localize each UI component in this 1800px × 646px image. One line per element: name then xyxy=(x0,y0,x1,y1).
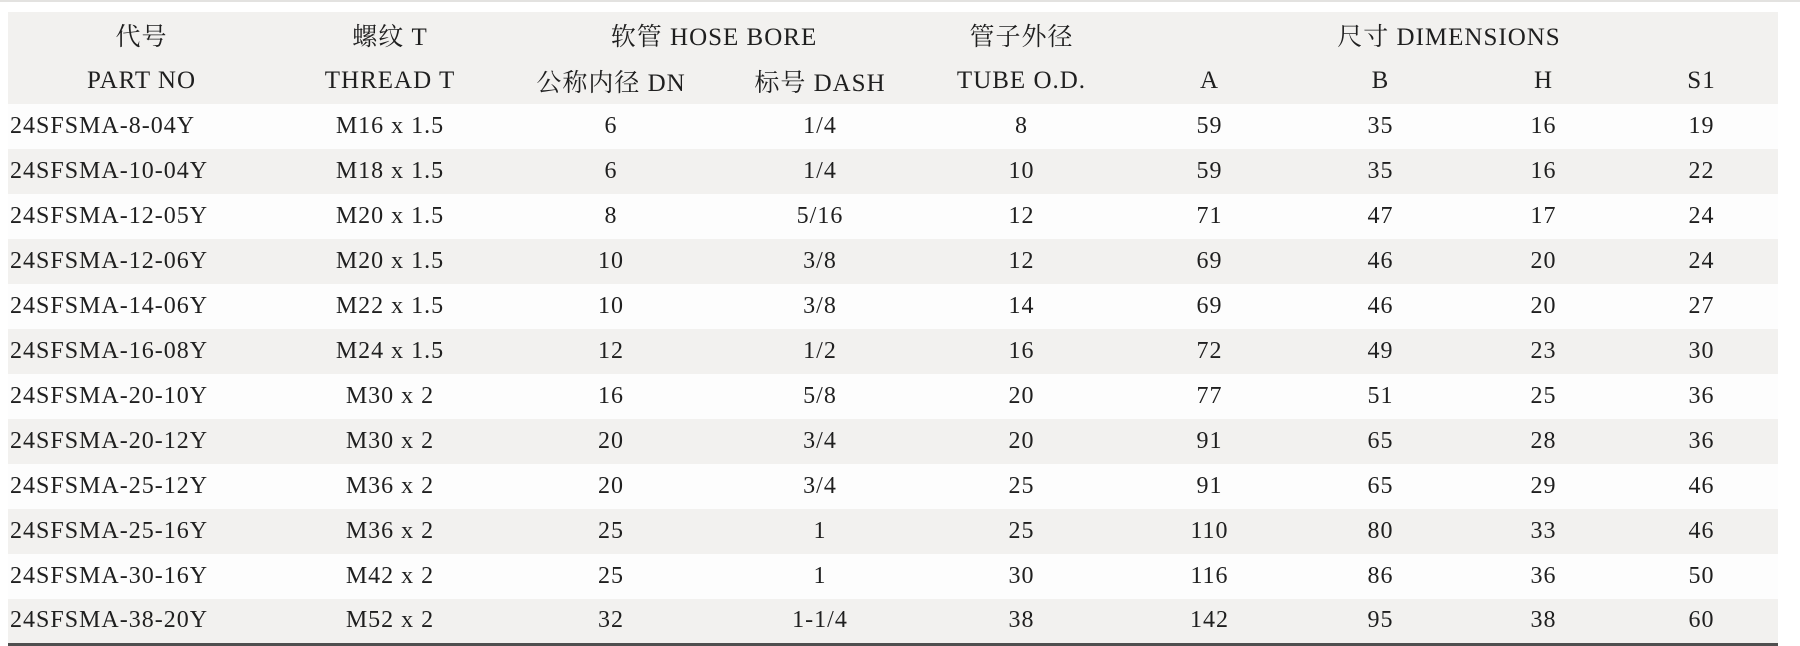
cell-dash: 3/4 xyxy=(803,428,837,454)
cell-thread: M16 x 1.5 xyxy=(335,113,445,139)
cell-thread: M20 x 1.5 xyxy=(335,248,445,274)
cell-s1: 24 xyxy=(1688,203,1715,229)
cell-h: 20 xyxy=(1530,293,1557,319)
header-column-row xyxy=(8,58,1778,104)
cell-thread: M42 x 2 xyxy=(345,563,435,589)
cell-dash: 1 xyxy=(813,518,827,544)
cell-tube-od: 30 xyxy=(1008,563,1035,589)
cell-a: 142 xyxy=(1190,607,1229,634)
table-row xyxy=(8,509,1778,554)
col-dn: 公称内径 DN xyxy=(505,58,717,104)
cell-dash: 3/8 xyxy=(803,293,837,319)
cell-part-no: 24SFSMA-14-06Y xyxy=(10,293,209,319)
table-row xyxy=(8,194,1778,239)
cell-b: 47 xyxy=(1367,203,1394,229)
cell-dn: 20 xyxy=(598,428,624,454)
cell-dash: 5/8 xyxy=(803,383,837,409)
cell-thread: M36 x 2 xyxy=(345,518,435,544)
cell-part-no: 24SFSMA-20-10Y xyxy=(10,383,209,409)
cell-b: 49 xyxy=(1367,338,1394,364)
cell-tube-od: 25 xyxy=(1008,518,1035,544)
cell-part-no: 24SFSMA-16-08Y xyxy=(10,338,209,364)
cell-a: 72 xyxy=(1196,338,1223,364)
cell-dash: 3/4 xyxy=(803,473,837,499)
header-hose-bore-group: 软管 HOSE BORE xyxy=(505,12,923,58)
table-row xyxy=(8,104,1778,149)
cell-s1: 36 xyxy=(1688,383,1715,409)
cell-dn: 8 xyxy=(604,203,618,229)
cell-b: 35 xyxy=(1367,113,1394,139)
cell-dash: 1-1/4 xyxy=(792,607,848,634)
cell-b: 35 xyxy=(1367,158,1394,184)
cell-thread: M24 x 1.5 xyxy=(335,338,445,364)
cell-part-no: 24SFSMA-38-20Y xyxy=(10,607,209,634)
cell-dn: 25 xyxy=(598,518,624,544)
cell-dash: 1/2 xyxy=(803,338,837,364)
header-dimensions-group: 尺寸 DIMENSIONS xyxy=(1120,12,1778,58)
cell-tube-od: 14 xyxy=(1008,293,1035,319)
cell-dash: 1/4 xyxy=(803,113,837,139)
cell-tube-od: 10 xyxy=(1008,158,1035,184)
cell-s1: 46 xyxy=(1688,473,1715,499)
cell-tube-od: 38 xyxy=(1008,607,1035,634)
cell-a: 91 xyxy=(1196,473,1223,499)
cell-h: 20 xyxy=(1530,248,1557,274)
cell-dn: 10 xyxy=(598,248,624,274)
cell-tube-od: 8 xyxy=(1015,113,1028,139)
cell-b: 95 xyxy=(1367,607,1394,634)
header-part-no-cn: 代号 xyxy=(8,12,275,58)
cell-thread: M52 x 2 xyxy=(345,607,435,634)
cell-b: 65 xyxy=(1367,473,1394,499)
cell-s1: 22 xyxy=(1688,158,1715,184)
cell-tube-od: 16 xyxy=(1008,338,1035,364)
table-row xyxy=(8,374,1778,419)
cell-part-no: 24SFSMA-12-06Y xyxy=(10,248,209,274)
col-tube-od: TUBE O.D. xyxy=(923,58,1120,104)
cell-part-no: 24SFSMA-25-16Y xyxy=(10,518,209,544)
cell-h: 17 xyxy=(1530,203,1557,229)
cell-dn: 16 xyxy=(598,383,624,409)
cell-b: 65 xyxy=(1367,428,1394,454)
cell-a: 110 xyxy=(1190,518,1229,544)
table-row xyxy=(8,284,1778,329)
header-tube-od-cn: 管子外径 xyxy=(923,12,1120,58)
cell-dash: 3/8 xyxy=(803,248,837,274)
cell-part-no: 24SFSMA-20-12Y xyxy=(10,428,209,454)
cell-a: 116 xyxy=(1190,563,1229,589)
table-body xyxy=(8,104,1778,644)
cell-b: 80 xyxy=(1367,518,1394,544)
cell-h: 16 xyxy=(1530,113,1557,139)
header-thread-cn: 螺纹 T xyxy=(275,12,505,58)
cell-tube-od: 12 xyxy=(1008,203,1035,229)
table-row xyxy=(8,554,1778,599)
table-row xyxy=(8,464,1778,509)
cell-h: 16 xyxy=(1530,158,1557,184)
cell-a: 59 xyxy=(1196,113,1223,139)
table-row xyxy=(8,599,1778,644)
cell-dn: 6 xyxy=(604,158,618,184)
cell-tube-od: 12 xyxy=(1008,248,1035,274)
col-a: A xyxy=(1120,58,1299,104)
cell-a: 77 xyxy=(1196,383,1223,409)
cell-part-no: 24SFSMA-10-04Y xyxy=(10,158,209,184)
cell-b: 86 xyxy=(1367,563,1394,589)
col-h: H xyxy=(1462,58,1625,104)
cell-thread: M30 x 2 xyxy=(345,428,435,454)
cell-s1: 24 xyxy=(1688,248,1715,274)
cell-h: 29 xyxy=(1530,473,1557,499)
cell-s1: 46 xyxy=(1688,518,1715,544)
cell-dn: 6 xyxy=(604,113,618,139)
cell-a: 91 xyxy=(1196,428,1223,454)
col-thread: THREAD T xyxy=(275,58,505,104)
cell-thread: M36 x 2 xyxy=(345,473,435,499)
cell-h: 36 xyxy=(1530,563,1557,589)
cell-h: 33 xyxy=(1530,518,1557,544)
cell-dn: 32 xyxy=(598,607,624,634)
spec-table xyxy=(8,12,1778,646)
cell-thread: M20 x 1.5 xyxy=(335,203,445,229)
cell-dash: 5/16 xyxy=(796,203,844,229)
cell-tube-od: 20 xyxy=(1008,383,1035,409)
cell-s1: 19 xyxy=(1688,113,1715,139)
col-b: B xyxy=(1299,58,1462,104)
cell-h: 28 xyxy=(1530,428,1557,454)
table-header xyxy=(8,12,1778,104)
cell-h: 25 xyxy=(1530,383,1557,409)
cell-thread: M30 x 2 xyxy=(345,383,435,409)
cell-s1: 27 xyxy=(1688,293,1715,319)
cell-dn: 12 xyxy=(598,338,624,364)
cell-b: 51 xyxy=(1367,383,1394,409)
cell-part-no: 24SFSMA-25-12Y xyxy=(10,473,209,499)
table-row xyxy=(8,419,1778,464)
cell-part-no: 24SFSMA-8-04Y xyxy=(10,113,196,139)
col-s1: S1 xyxy=(1625,58,1778,104)
cell-tube-od: 20 xyxy=(1008,428,1035,454)
cell-dn: 25 xyxy=(598,563,624,589)
cell-s1: 36 xyxy=(1688,428,1715,454)
cell-part-no: 24SFSMA-12-05Y xyxy=(10,203,209,229)
cell-a: 59 xyxy=(1196,158,1223,184)
cell-part-no: 24SFSMA-30-16Y xyxy=(10,563,209,589)
cell-dash: 1 xyxy=(813,563,827,589)
cell-dash: 1/4 xyxy=(803,158,837,184)
cell-a: 69 xyxy=(1196,293,1223,319)
cell-b: 46 xyxy=(1367,248,1394,274)
table-row xyxy=(8,239,1778,284)
cell-thread: M18 x 1.5 xyxy=(335,158,445,184)
cell-s1: 60 xyxy=(1688,607,1715,634)
cell-s1: 50 xyxy=(1688,563,1715,589)
cell-dn: 20 xyxy=(598,473,624,499)
col-dash: 标号 DASH xyxy=(717,58,923,104)
top-divider xyxy=(0,0,1800,2)
table-row xyxy=(8,329,1778,374)
cell-a: 71 xyxy=(1196,203,1223,229)
cell-dn: 10 xyxy=(598,293,624,319)
cell-h: 38 xyxy=(1530,607,1557,634)
cell-a: 69 xyxy=(1196,248,1223,274)
cell-h: 23 xyxy=(1530,338,1557,364)
cell-b: 46 xyxy=(1367,293,1394,319)
cell-thread: M22 x 1.5 xyxy=(335,293,445,319)
header-group-row xyxy=(8,12,1778,58)
cell-s1: 30 xyxy=(1688,338,1715,364)
table-row xyxy=(8,149,1778,194)
cell-tube-od: 25 xyxy=(1008,473,1035,499)
col-part-no: PART NO xyxy=(8,58,275,104)
